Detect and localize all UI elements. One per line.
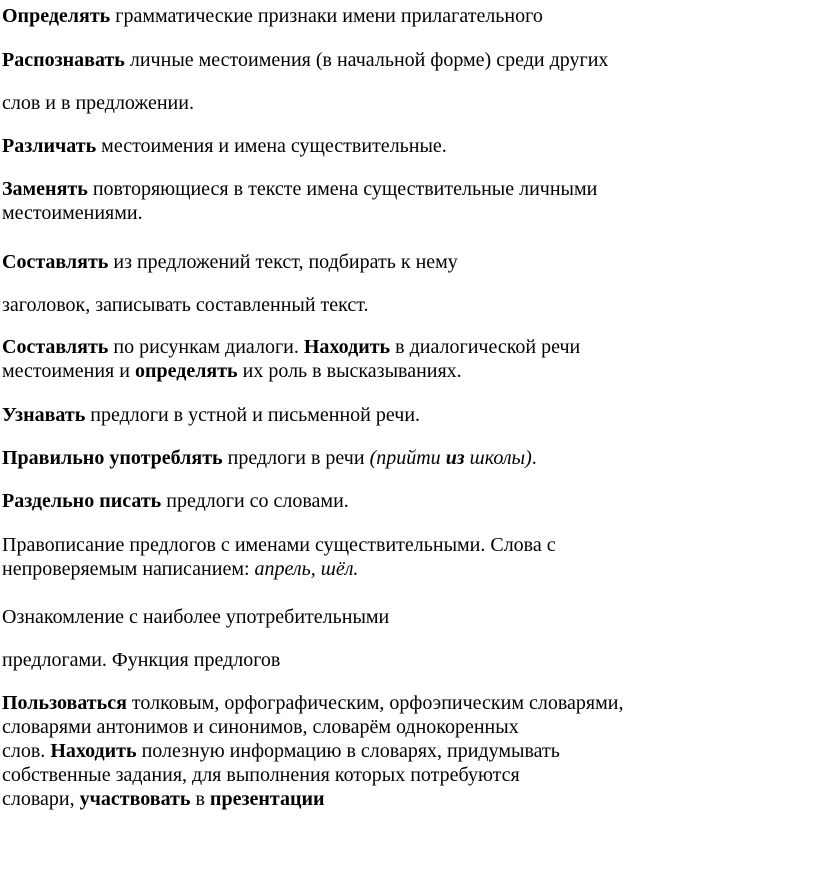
text-run: местоимения и имена существительные. bbox=[96, 135, 447, 157]
italic-text: апрель, шёл. bbox=[254, 558, 359, 580]
bold-text: Различать bbox=[2, 135, 97, 157]
text-line bbox=[2, 293, 369, 317]
text-run: слов и в предложении. bbox=[2, 92, 194, 114]
text-run: их роль в высказываниях. bbox=[237, 360, 462, 382]
text-line bbox=[2, 91, 194, 115]
bold-text: Составлять bbox=[2, 251, 109, 273]
italic-text: (прийти bbox=[369, 447, 446, 469]
bold-text: участвовать bbox=[79, 788, 191, 810]
bold-text: Составлять bbox=[2, 336, 109, 358]
bold-text: Раздельно писать bbox=[2, 490, 162, 512]
text-run: по рисункам диалоги. bbox=[108, 336, 304, 358]
text-line bbox=[2, 557, 358, 581]
text-run: полезную информацию в словарях, придумывать bbox=[136, 740, 560, 762]
bold-text: Правильно употреблять bbox=[2, 447, 223, 469]
text-run: предлогами. Функция предлогов bbox=[2, 649, 281, 671]
italic-text: школы) bbox=[464, 447, 532, 469]
text-line bbox=[2, 691, 623, 715]
text-run: заголовок, записывать составленный текст. bbox=[2, 294, 369, 316]
text-run: слов. bbox=[2, 740, 51, 762]
bold-text: определять bbox=[134, 360, 238, 382]
text-line bbox=[2, 489, 349, 513]
text-line bbox=[2, 335, 580, 359]
text-run: в диалогической речи bbox=[390, 336, 581, 358]
text-run: личные местоимения (в начальной форме) среди других bbox=[124, 49, 609, 71]
text-run: словари, bbox=[2, 788, 80, 810]
bold-text: Узнавать bbox=[2, 404, 86, 426]
text-line bbox=[2, 446, 537, 470]
bold-text: Определять bbox=[2, 5, 111, 27]
text-line bbox=[2, 715, 519, 739]
text-run: непроверяемым написанием: bbox=[2, 558, 255, 580]
text-line bbox=[2, 48, 608, 72]
bold-text: презентации bbox=[209, 788, 325, 810]
text-line bbox=[2, 250, 458, 274]
text-run: словарями антонимов и синонимов, словарём однокоренных bbox=[2, 716, 519, 738]
text-line bbox=[2, 177, 597, 201]
bold-text: Распознавать bbox=[2, 49, 125, 71]
text-run: повторяющиеся в тексте имена существительные личными bbox=[87, 178, 598, 200]
bold-text: Находить bbox=[50, 740, 137, 762]
bold-text: Пользоваться bbox=[2, 692, 127, 714]
text-run: местоимения и bbox=[2, 360, 135, 382]
bold-text: Находить bbox=[303, 336, 391, 358]
bold-text: Заменять bbox=[2, 178, 88, 200]
text-run: местоимениями. bbox=[2, 202, 143, 224]
text-run: . bbox=[531, 447, 537, 469]
text-run: предлоги в речи bbox=[222, 447, 370, 469]
text-line bbox=[2, 533, 556, 557]
text-run: грамматические признаки имени прилагательного bbox=[110, 5, 543, 27]
text-line bbox=[2, 739, 560, 763]
text-run: предлоги в устной и письменной речи. bbox=[85, 404, 421, 426]
text-line bbox=[2, 359, 462, 383]
text-run: Ознакомление с наиболее употребительными bbox=[2, 606, 390, 628]
bold-text: из bbox=[445, 447, 465, 469]
text-line bbox=[2, 4, 543, 28]
text-line bbox=[2, 605, 389, 629]
text-run: предлоги со словами. bbox=[161, 490, 349, 512]
text-line bbox=[2, 763, 520, 787]
text-run: толковым, орфографическим, орфоэпическим словарями, bbox=[126, 692, 624, 714]
text-run: в bbox=[190, 788, 210, 810]
text-line bbox=[2, 134, 447, 158]
text-line bbox=[2, 201, 143, 225]
text-line bbox=[2, 787, 325, 811]
text-line bbox=[2, 648, 280, 672]
text-run: Правописание предлогов с именами существительными. Слова с bbox=[2, 534, 556, 556]
text-run: собственные задания, для выполнения которых потребуются bbox=[2, 764, 520, 786]
text-line bbox=[2, 403, 420, 427]
text-run: из предложений текст, подбирать к нему bbox=[108, 251, 458, 273]
